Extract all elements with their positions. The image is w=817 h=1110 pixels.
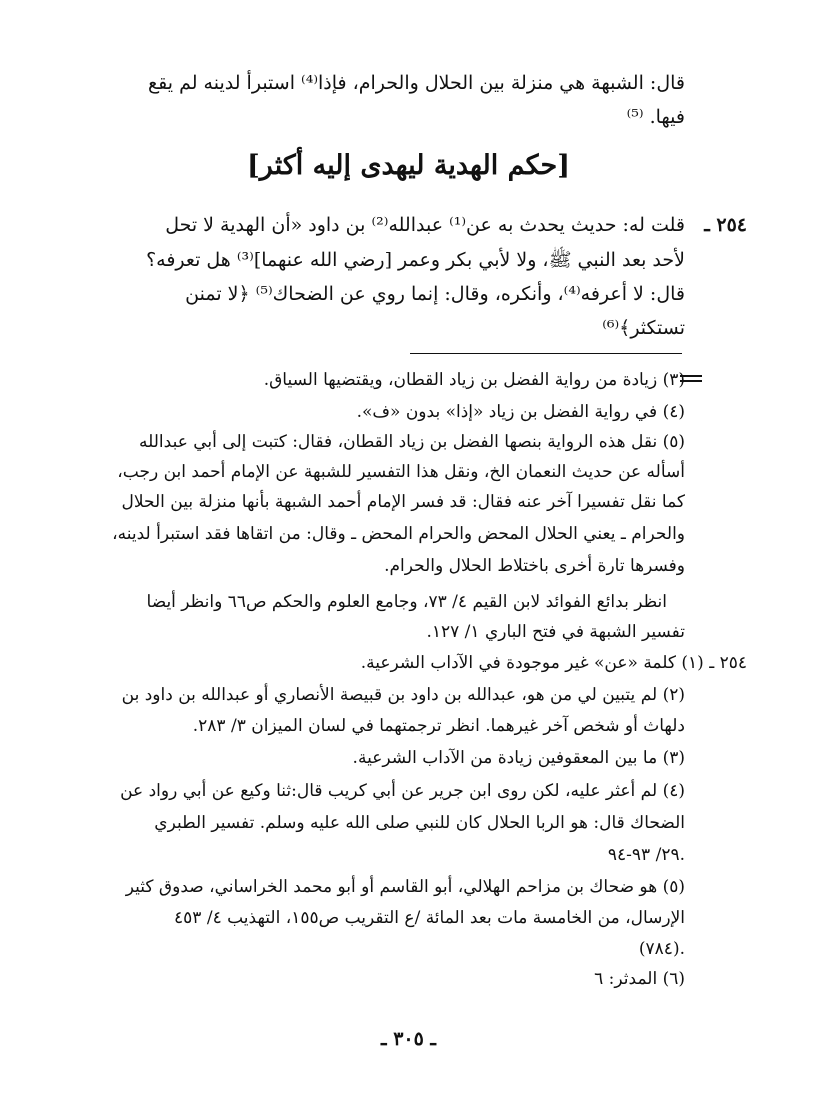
entry-number: ٢٥٤ ـ — [704, 214, 747, 236]
section-heading: [حكم الهدية ليهدى إليه أكثر] — [247, 150, 570, 181]
entry-text-line: قلت له: حديث يحدث به عن⁽¹⁾ عبدالله⁽²⁾ بن داود «أن الهدية لا تحل — [165, 214, 685, 236]
footnote-line: والحرام ـ يعني الحلال المحض والحرام المحض ـ وقال: من اتقاها فقد استبرأ لدينه، — [112, 524, 685, 544]
footnote-line: (٢) لم يتبين لي من هو، عبدالله بن داود بن قبيصة الأنصاري أو عبدالله بن داود بن — [121, 685, 685, 705]
footnote-line: تفسير الشبهة في فتح الباري ١/ ١٢٧. — [426, 622, 685, 642]
footnote-line: (٣) ما بين المعقوفين زيادة من الآداب الشرعية. — [352, 748, 685, 768]
entry-text-line: قال: لا أعرفه⁽⁴⁾، وأنكره، وقال: إنما روي عن الضحاك⁽⁵⁾ ﴿لا تمنن — [185, 283, 685, 305]
entry-text-line: تستكثر﴾⁽⁶⁾ — [602, 317, 685, 339]
footnote-line: الضحاك قال: هو الربا الحلال كان للنبي صلى الله عليه وسلم. تفسير الطبري — [154, 813, 685, 833]
footnote-line: ٢٥٤ ـ (١) كلمة «عن» غير موجودة في الآداب الشرعية. — [360, 653, 747, 673]
footnote-line: الإرسال، من الخامسة مات بعد المائة /ع التقريب ص١٥٥، التهذيب ٤/ ٤٥٣ — [174, 908, 685, 928]
footnote-line: (٥) نقل هذه الرواية بنصها الفضل بن زياد القطان، فقال: كتبت إلى أبي عبدالله — [139, 432, 685, 452]
footnote-line: انظر بدائع الفوائد لابن القيم ٤/ ٧٣، وجامع العلوم والحكم ص٦٦ وانظر أيضا — [146, 592, 667, 612]
footnote-line: وفسرها تارة أخرى باختلاط الحلال والحرام. — [384, 556, 685, 576]
footnote-line: (٧٨٤). — [638, 939, 685, 959]
footnote-line: كما نقل تفسيرا آخر عنه فقال: قد فسر الإمام أحمد الشبهة بأنها منزلة بين الحلال — [121, 492, 685, 512]
footnote-separator — [410, 353, 682, 354]
footnote-line: أسأله عن حديث النعمان الخ، ونقل هذا التفسير للشبهة عن الإمام أحمد ابن رجب، — [117, 462, 685, 482]
body-text-line: فيها. ⁽⁵⁾ — [626, 106, 685, 128]
footnote-line: (٥) هو ضحاك بن مزاحم الهلالي، أبو القاسم أو أبو محمد الخراساني، صدوق كثير — [125, 877, 685, 897]
footnote-line: (٣) زيادة من رواية الفضل بن زياد القطان، ويقتضيها السياق. — [263, 370, 685, 390]
page-number: ـ ٣٠٥ ـ — [381, 1028, 436, 1050]
body-text-line: قال: الشبهة هي منزلة بين الحلال والحرام، فإذا⁽⁴⁾ استبرأ لدينه لم يقع — [148, 72, 685, 94]
footnote-line: ٢٩/ ٩٣-٩٤. — [607, 845, 685, 865]
footnote-line: (٦) المدثر: ٦ — [594, 969, 685, 989]
footnote-line: (٤) في رواية الفضل بن زياد «إذا» بدون «ف». — [356, 402, 685, 422]
footnote-line: (٤) لم أعثر عليه، لكن روى ابن جرير عن أبي كريب قال:ثنا وكيع عن أبي رواد عن — [120, 781, 685, 801]
entry-text-line: لأحد بعد النبي ﷺ، ولا لأبي بكر وعمر [رضي الله عنهما]⁽³⁾ هل تعرفه؟ — [146, 249, 685, 271]
footnote-line: دلهاث أو شخص آخر غيرهما. انظر ترجمتهما في لسان الميزان ٣/ ٢٨٣. — [192, 716, 685, 736]
